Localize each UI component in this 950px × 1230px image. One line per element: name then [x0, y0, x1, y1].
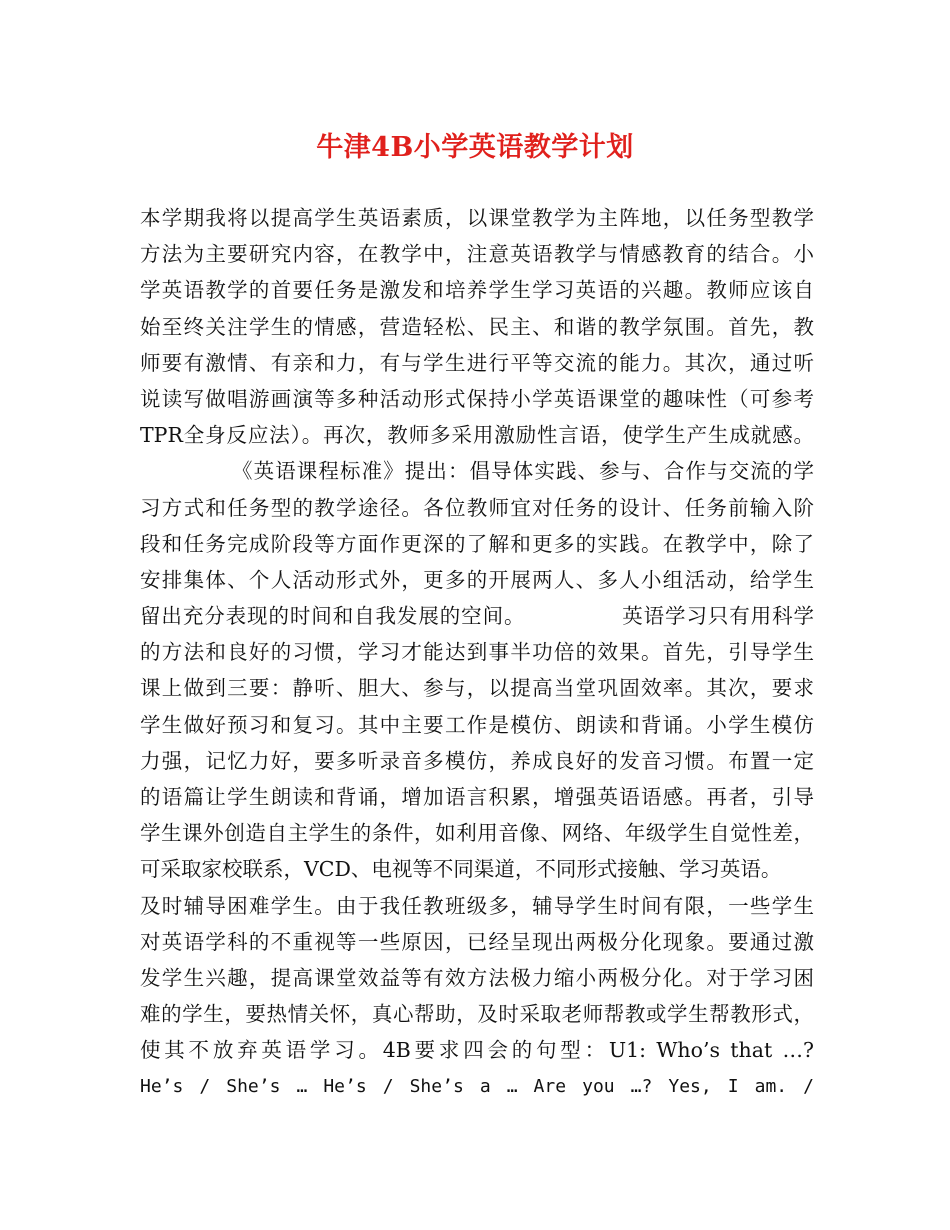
- body-line: 说读写做唱游画演等多种活动形式保持小学英语课堂的趣味性（可参考: [140, 386, 814, 411]
- body-line: 发学生兴趣，提高课堂效益等有效方法极力缩小两极分化。对于学习困: [140, 965, 814, 990]
- body-line: 段和任务完成阶段等方面作更深的了解和更多的实践。在教学中，除了: [140, 531, 814, 556]
- body-line: 力强，记忆力好，要多听录音多模仿，养成良好的发音习惯。布置一定: [140, 748, 814, 773]
- body-line: 安排集体、个人活动形式外，更多的开展两人、多人小组活动，给学生: [140, 567, 814, 592]
- body-line: 可采取家校联系，VCD、电视等不同渠道，不同形式接触、学习英语。: [140, 857, 782, 882]
- body-line: 本学期我将以提高学生英语素质，以课堂教学为主阵地，以任务型教学: [140, 206, 814, 230]
- body-line: 学生课外创造自主学生的条件，如利用音像、网络、年级学生自觉性差，: [140, 821, 814, 846]
- body-line: 师要有激情、有亲和力，有与学生进行平等交流的能力。其次，通过听: [140, 350, 814, 375]
- body-line: He’s / She’s … He’s / She’s a … Are you …? Yes, I am. /: [140, 1075, 814, 1097]
- body-line: 难的学生，要热情关怀，真心帮助，及时采取老师帮教或学生帮教形式，: [140, 1002, 814, 1027]
- body-line: 的语篇让学生朗读和背诵，增加语言积累，增强英语语感。再者，引导: [140, 785, 814, 809]
- body-line: 学生做好预习和复习。其中主要工作是模仿、朗读和背诵。小学生模仿: [140, 712, 814, 737]
- body-line: 对英语学科的不重视等一些原因，已经呈现出两极分化现象。要通过激: [140, 929, 814, 954]
- document-title: 牛津4B小学英语教学计划: [316, 132, 634, 163]
- document-body: [140, 200, 814, 1105]
- body-line: TPR全身反应法）。再次，教师多采用激励性言语，使学生产生成就感。: [140, 423, 814, 448]
- body-line: 始至终关注学生的情感，营造轻松、民主、和谐的教学氛围。首先，教: [140, 314, 814, 339]
- body-line-indented: 《英语课程标准》提出：倡导体实践、参与、合作与交流的学: [232, 459, 814, 484]
- body-line: 方法为主要研究内容，在教学中，注意英语教学与情感教育的结合。小: [140, 242, 814, 267]
- body-line: 及时辅导困难学生。由于我任教班级多，辅导学生时间有限，一些学生: [140, 893, 814, 918]
- body-line: 学英语教学的首要任务是激发和培养学生学习英语的兴趣。教师应该自: [140, 278, 814, 303]
- body-line: 的方法和良好的习惯，学习才能达到事半功倍的效果。首先，引导学生: [140, 640, 814, 665]
- body-line: 使其不放弃英语学习。4B要求四会的句型：U1: Who’s that …?: [140, 1038, 814, 1063]
- body-line: 留出充分表现的时间和自我发展的空间。 英语学习只有用科学: [140, 604, 814, 629]
- body-line: 课上做到三要：静听、胆大、参与，以提高当堂巩固效率。其次，要求: [140, 676, 814, 701]
- body-line: 习方式和任务型的教学途径。各位教师宜对任务的设计、任务前输入阶: [140, 495, 814, 520]
